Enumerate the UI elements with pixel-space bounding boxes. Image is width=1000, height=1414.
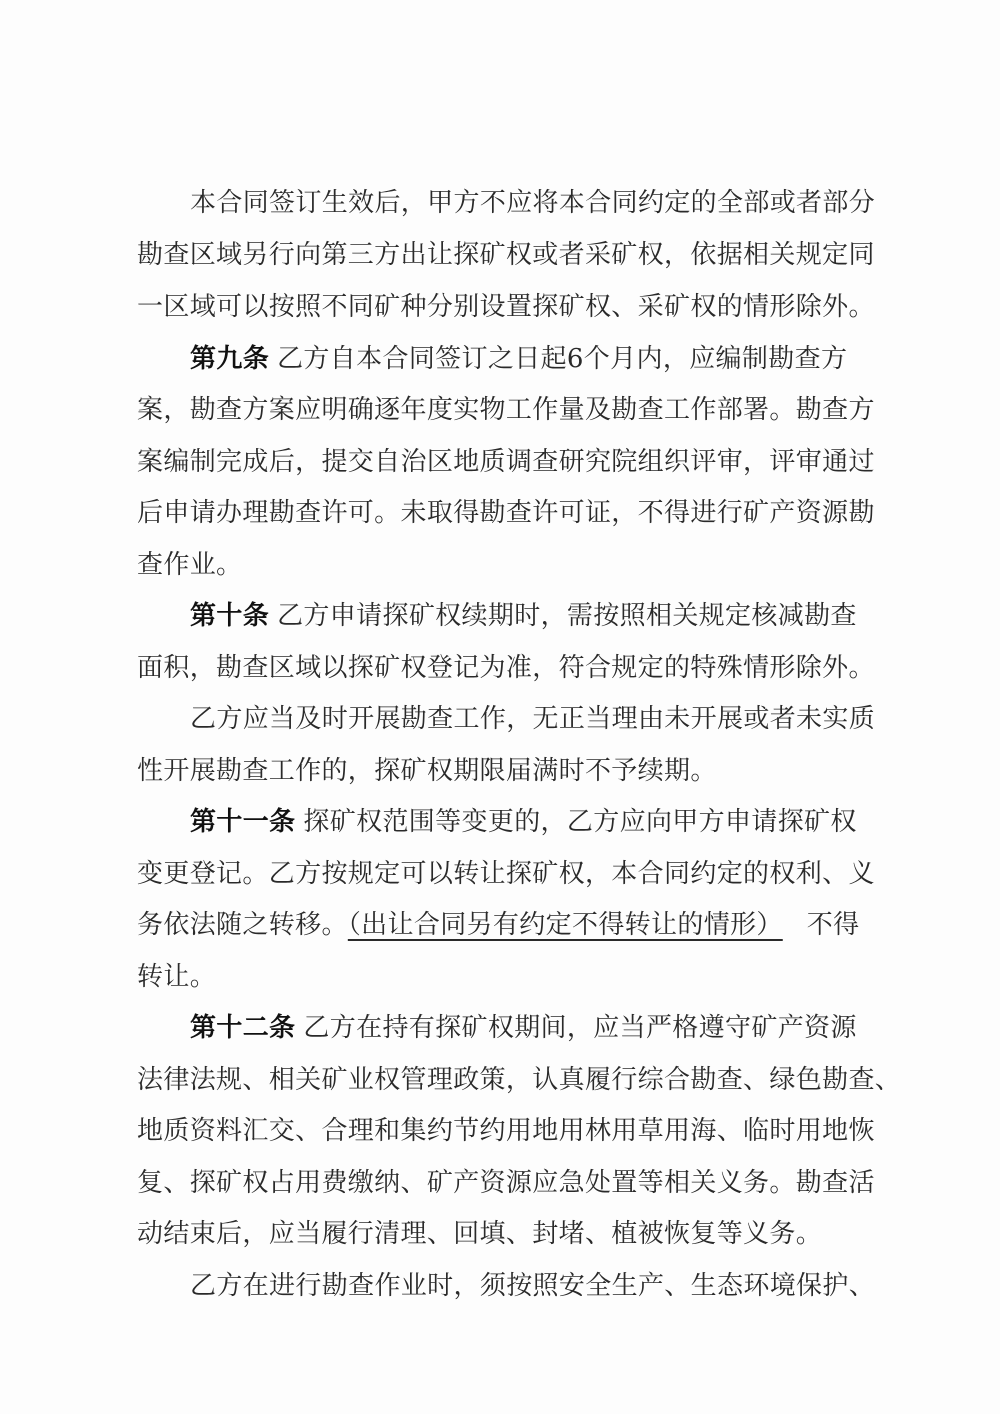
text-line <box>137 493 877 533</box>
line-text: 探矿权范围等变更的，乙方应向甲方申请探矿权 <box>303 807 857 837</box>
line-text: 一区域可以按照不同矿种分别设置探矿权、采矿权的情形除外。 <box>137 292 875 322</box>
line-text: 动结束后，应当履行清理、回填、封堵、植被恢复等义务。 <box>137 1219 823 1249</box>
text-line <box>137 648 877 688</box>
text-line <box>137 235 877 275</box>
text-line <box>190 183 877 223</box>
text-line <box>137 1163 877 1203</box>
line-text: 乙方在持有探矿权期间，应当严格遵守矿产资源 <box>303 1013 857 1043</box>
text-line <box>137 1111 877 1151</box>
line-text: 务依法随之转移。 <box>137 910 348 940</box>
text-line <box>190 596 877 636</box>
line-text: 乙方自本合同签订之日起6个月内，应编制勘查方 <box>277 344 848 374</box>
article-heading: 第十一条 <box>190 807 296 837</box>
text-line <box>137 390 877 430</box>
line-text: 面积，勘查区域以探矿权登记为准，符合规定的特殊情形除外。 <box>137 653 875 683</box>
text-line <box>190 802 877 842</box>
line-text: 查作业。 <box>137 550 243 580</box>
text-line <box>137 854 877 894</box>
line-text: 本合同签订生效后，甲方不应将本合同约定的全部或者部分 <box>190 188 876 218</box>
article-heading: 第十条 <box>190 601 270 631</box>
line-text: 法律法规、相关矿业权管理政策，认真履行综合勘查、绿色勘查、 <box>137 1065 902 1095</box>
text-line <box>190 1266 877 1306</box>
text-line <box>137 1060 902 1100</box>
line-text: 乙方在进行勘查作业时，须按照安全生产、生态环境保护、 <box>190 1271 876 1301</box>
line-text: 乙方应当及时开展勘查工作，无正当理由未开展或者未实质 <box>190 704 876 734</box>
line-text: 不得 <box>806 910 860 940</box>
line-text: 后申请办理勘查许可。未取得勘查许可证，不得进行矿产资源勘 <box>137 498 875 528</box>
text-line <box>137 751 877 791</box>
line-text: 变更登记。乙方按规定可以转让探矿权，本合同约定的权利、义 <box>137 859 875 889</box>
line-text: 性开展勘查工作的，探矿权期限届满时不予续期。 <box>137 756 717 786</box>
underlined-blank-field: （出让合同另有约定不得转让的情形） <box>347 910 783 940</box>
text-line <box>137 905 877 945</box>
text-line <box>190 699 877 739</box>
line-text: 案编制完成后，提交自治区地质调查研究院组织评审，评审通过 <box>137 447 875 477</box>
text-line <box>137 957 877 997</box>
article-heading: 第十二条 <box>190 1013 296 1043</box>
text-line <box>137 442 877 482</box>
text-line <box>137 287 877 327</box>
article-heading: 第九条 <box>190 344 270 374</box>
line-text: 转让。 <box>137 962 217 992</box>
text-line <box>137 1214 877 1254</box>
text-line <box>137 545 877 585</box>
line-text: 案，勘查方案应明确逐年度实物工作量及勘查工作部署。勘查方 <box>137 395 875 425</box>
text-line <box>190 1008 877 1048</box>
text-line <box>190 339 877 379</box>
line-text: 勘查区域另行向第三方出让探矿权或者采矿权，依据相关规定同 <box>137 240 875 270</box>
line-text: 地质资料汇交、合理和集约节约用地用林用草用海、临时用地恢 <box>137 1116 875 1146</box>
line-text: 乙方申请探矿权续期时，需按照相关规定核减勘查 <box>277 601 857 631</box>
line-text: 复、探矿权占用费缴纳、矿产资源应急处置等相关义务。勘查活 <box>137 1168 875 1198</box>
